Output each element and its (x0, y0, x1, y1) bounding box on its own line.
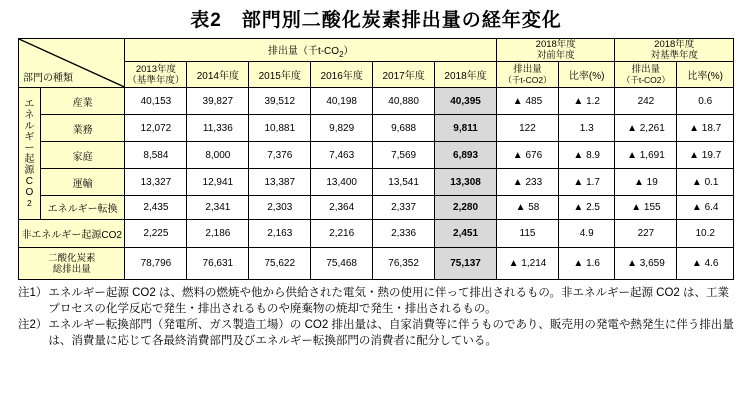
col-header-year-2013 (125, 62, 187, 88)
emissions-table (18, 38, 734, 280)
table-row (19, 220, 734, 248)
cell-total-base-rate: ▲ 4.6 (677, 248, 734, 280)
note-1-text: エネルギー起源 CO2 は、燃料の燃焼や他から供給された電気・熱の使用に伴って排出されるもの。非エネルギー起源 CO2 は、工業プロセスの化学反応で発生・排出されるものや廃棄物の焼却で発生・排出されるもの。 (48, 287, 730, 315)
side-label-char-3: ギ (24, 131, 35, 143)
cell-transport-prev-amount: ▲ 233 (497, 169, 559, 196)
cell-industry-2018: 40,395 (435, 88, 497, 115)
cell-transport-2018: 13,308 (435, 169, 497, 196)
row-label-industry: 産業 (40, 88, 125, 115)
cell-industry-2015: 39,512 (249, 88, 311, 115)
table-total-row (19, 248, 734, 280)
col-header-year-2018: 2018年度 (435, 62, 497, 88)
prev-amount-line2: （千t-CO2） (503, 74, 552, 85)
col-header-base-amount (615, 62, 677, 88)
side-label-char-1: ネ (24, 109, 35, 121)
cell-non-energy-base-rate: 10.2 (677, 220, 734, 248)
emissions-group-header (125, 39, 497, 62)
cell-energy-conversion-2015: 2,303 (249, 196, 311, 220)
cell-business-prev-rate: 1.3 (558, 115, 615, 142)
cell-household-2015: 7,376 (249, 142, 311, 169)
cell-industry-base-rate: 0.6 (677, 88, 734, 115)
cell-household-base-rate: ▲ 19.7 (677, 142, 734, 169)
cell-household-prev-amount: ▲ 676 (497, 142, 559, 169)
total-label-line2: 総排出量 (52, 263, 91, 275)
side-label-char-4: ー (24, 142, 35, 154)
base-amount-line2: （千t-CO2） (621, 74, 670, 85)
cell-business-2014: 11,336 (187, 115, 249, 142)
corner-label: 部門の種類 (23, 73, 73, 84)
cell-total-base-amount: ▲ 3,659 (615, 248, 677, 280)
cell-total-2017: 76,352 (373, 248, 435, 280)
note-2 (18, 318, 734, 349)
emissions-group-header-sub: 2 (339, 49, 344, 59)
cell-energy-conversion-base-rate: ▲ 6.4 (677, 196, 734, 220)
side-label-char-7: C (25, 175, 33, 187)
cell-transport-base-rate: ▲ 0.1 (677, 169, 734, 196)
cell-business-base-rate: ▲ 18.7 (677, 115, 734, 142)
cell-transport-2014: 12,941 (187, 169, 249, 196)
base-amount-line1: 排出量 (631, 63, 661, 75)
cell-total-2014: 76,631 (187, 248, 249, 280)
table-header-row-2 (19, 62, 734, 88)
cell-household-2017: 7,569 (373, 142, 435, 169)
cell-total-2015: 75,622 (249, 248, 311, 280)
table-header-row-1 (19, 39, 734, 62)
cmp-base-line1: 2018年度 (654, 39, 695, 50)
cell-business-2016: 9,829 (311, 115, 373, 142)
table-row (19, 142, 734, 169)
row-label-transport: 運輸 (40, 169, 125, 196)
row-label-household: 家庭 (40, 142, 125, 169)
cmp-prev-group-header (497, 39, 615, 62)
cell-transport-2016: 13,400 (311, 169, 373, 196)
cell-energy-conversion-2014: 2,341 (187, 196, 249, 220)
cell-transport-2013: 13,327 (125, 169, 187, 196)
table-row (19, 88, 734, 115)
note-2-text: エネルギー転換部門（発電所、ガス製造工場）の CO2 排出量は、自家消費等に伴うものであり、販売用の発電や熱発生に伴う排出量は、消費量に応じて各最終消費部門及びエネルギー転換部門の消費者に配分している。 (48, 319, 734, 347)
cell-energy-conversion-prev-amount: ▲ 58 (497, 196, 559, 220)
table-row (19, 115, 734, 142)
side-label-char-5: 起 (24, 153, 35, 165)
cell-household-2016: 7,463 (311, 142, 373, 169)
cell-business-2013: 12,072 (125, 115, 187, 142)
cell-total-2013: 78,796 (125, 248, 187, 280)
cell-non-energy-2016: 2,216 (311, 220, 373, 248)
cell-non-energy-2018: 2,451 (435, 220, 497, 248)
cell-total-2018: 75,137 (435, 248, 497, 280)
cell-household-2013: 8,584 (125, 142, 187, 169)
cell-non-energy-2015: 2,163 (249, 220, 311, 248)
cell-energy-conversion-2016: 2,364 (311, 196, 373, 220)
cell-energy-conversion-2018: 2,280 (435, 196, 497, 220)
side-label-energy-origin (19, 88, 41, 220)
row-label-non-energy-origin: 非エネルギー起源CO2 (19, 220, 125, 248)
col-header-year-2014: 2014年度 (187, 62, 249, 88)
cell-industry-2013: 40,153 (125, 88, 187, 115)
cell-business-prev-amount: 122 (497, 115, 559, 142)
cell-household-2018: 6,893 (435, 142, 497, 169)
side-label-char-8: O (25, 186, 34, 198)
cmp-prev-line2: 対前年度 (536, 50, 575, 61)
row-label-total (19, 248, 125, 280)
cell-industry-prev-rate: ▲ 1.2 (558, 88, 615, 115)
total-label-line1: 二酸化炭素 (47, 252, 96, 264)
cmp-base-group-header (615, 39, 734, 62)
cell-non-energy-prev-rate: 4.9 (558, 220, 615, 248)
col-header-year-2017: 2017年度 (373, 62, 435, 88)
corner-cell (19, 39, 125, 88)
cell-energy-conversion-2013: 2,435 (125, 196, 187, 220)
cell-business-base-amount: ▲ 2,261 (615, 115, 677, 142)
emissions-group-header-text: 排出量（千t-CO (267, 45, 340, 57)
cell-household-prev-rate: ▲ 8.9 (558, 142, 615, 169)
row-label-business: 業務 (40, 115, 125, 142)
side-label-char-2: ル (24, 120, 35, 132)
page-title: 表2 部門別二酸化炭素排出量の経年変化 (190, 10, 562, 31)
col-header-base-rate: 比率(%) (677, 62, 734, 88)
year-2013-line1: 2013年度 (135, 63, 176, 75)
prev-amount-line1: 排出量 (513, 63, 542, 75)
col-header-prev-amount (497, 62, 559, 88)
cell-industry-2017: 40,880 (373, 88, 435, 115)
cell-non-energy-base-amount: 227 (615, 220, 677, 248)
note-1 (18, 286, 734, 317)
year-2013-line2: （基準年度） (127, 74, 185, 86)
note-1-label: 注1） (18, 287, 48, 299)
cmp-base-line2: 対基準年度 (650, 50, 698, 61)
emissions-group-header-tail: ） (343, 45, 354, 57)
cell-household-base-amount: ▲ 1,691 (615, 142, 677, 169)
cell-transport-2015: 13,387 (249, 169, 311, 196)
note-2-label: 注2） (18, 319, 48, 331)
col-header-prev-rate: 比率(%) (558, 62, 615, 88)
cell-business-2017: 9,688 (373, 115, 435, 142)
cell-business-2018: 9,811 (435, 115, 497, 142)
cell-business-2015: 10,881 (249, 115, 311, 142)
table-row (19, 169, 734, 196)
cell-non-energy-2014: 2,186 (187, 220, 249, 248)
cell-industry-2016: 40,198 (311, 88, 373, 115)
cell-energy-conversion-base-amount: ▲ 155 (615, 196, 677, 220)
cell-total-prev-amount: ▲ 1,214 (497, 248, 559, 280)
cell-transport-2017: 13,541 (373, 169, 435, 196)
cell-transport-base-amount: ▲ 19 (615, 169, 677, 196)
side-label-char-6: 源 (24, 164, 35, 176)
row-label-energy-conversion: エネルギー転換 (40, 196, 125, 220)
cell-energy-conversion-2017: 2,337 (373, 196, 435, 220)
col-header-year-2016: 2016年度 (311, 62, 373, 88)
cell-non-energy-prev-amount: 115 (497, 220, 559, 248)
cell-total-prev-rate: ▲ 1.6 (558, 248, 615, 280)
cell-transport-prev-rate: ▲ 1.7 (558, 169, 615, 196)
cell-non-energy-2017: 2,336 (373, 220, 435, 248)
cell-industry-prev-amount: ▲ 485 (497, 88, 559, 115)
col-header-year-2015: 2015年度 (249, 62, 311, 88)
notes-section (18, 286, 734, 349)
side-label-char-0: エ (24, 98, 35, 110)
cell-total-2016: 75,468 (311, 248, 373, 280)
cmp-prev-line1: 2018年度 (535, 39, 576, 50)
table-row (19, 196, 734, 220)
cell-household-2014: 8,000 (187, 142, 249, 169)
cell-non-energy-2013: 2,225 (125, 220, 187, 248)
cell-energy-conversion-prev-rate: ▲ 2.5 (558, 196, 615, 220)
side-label-char-9: 2 (26, 197, 32, 208)
cell-industry-base-amount: 242 (615, 88, 677, 115)
cell-industry-2014: 39,827 (187, 88, 249, 115)
